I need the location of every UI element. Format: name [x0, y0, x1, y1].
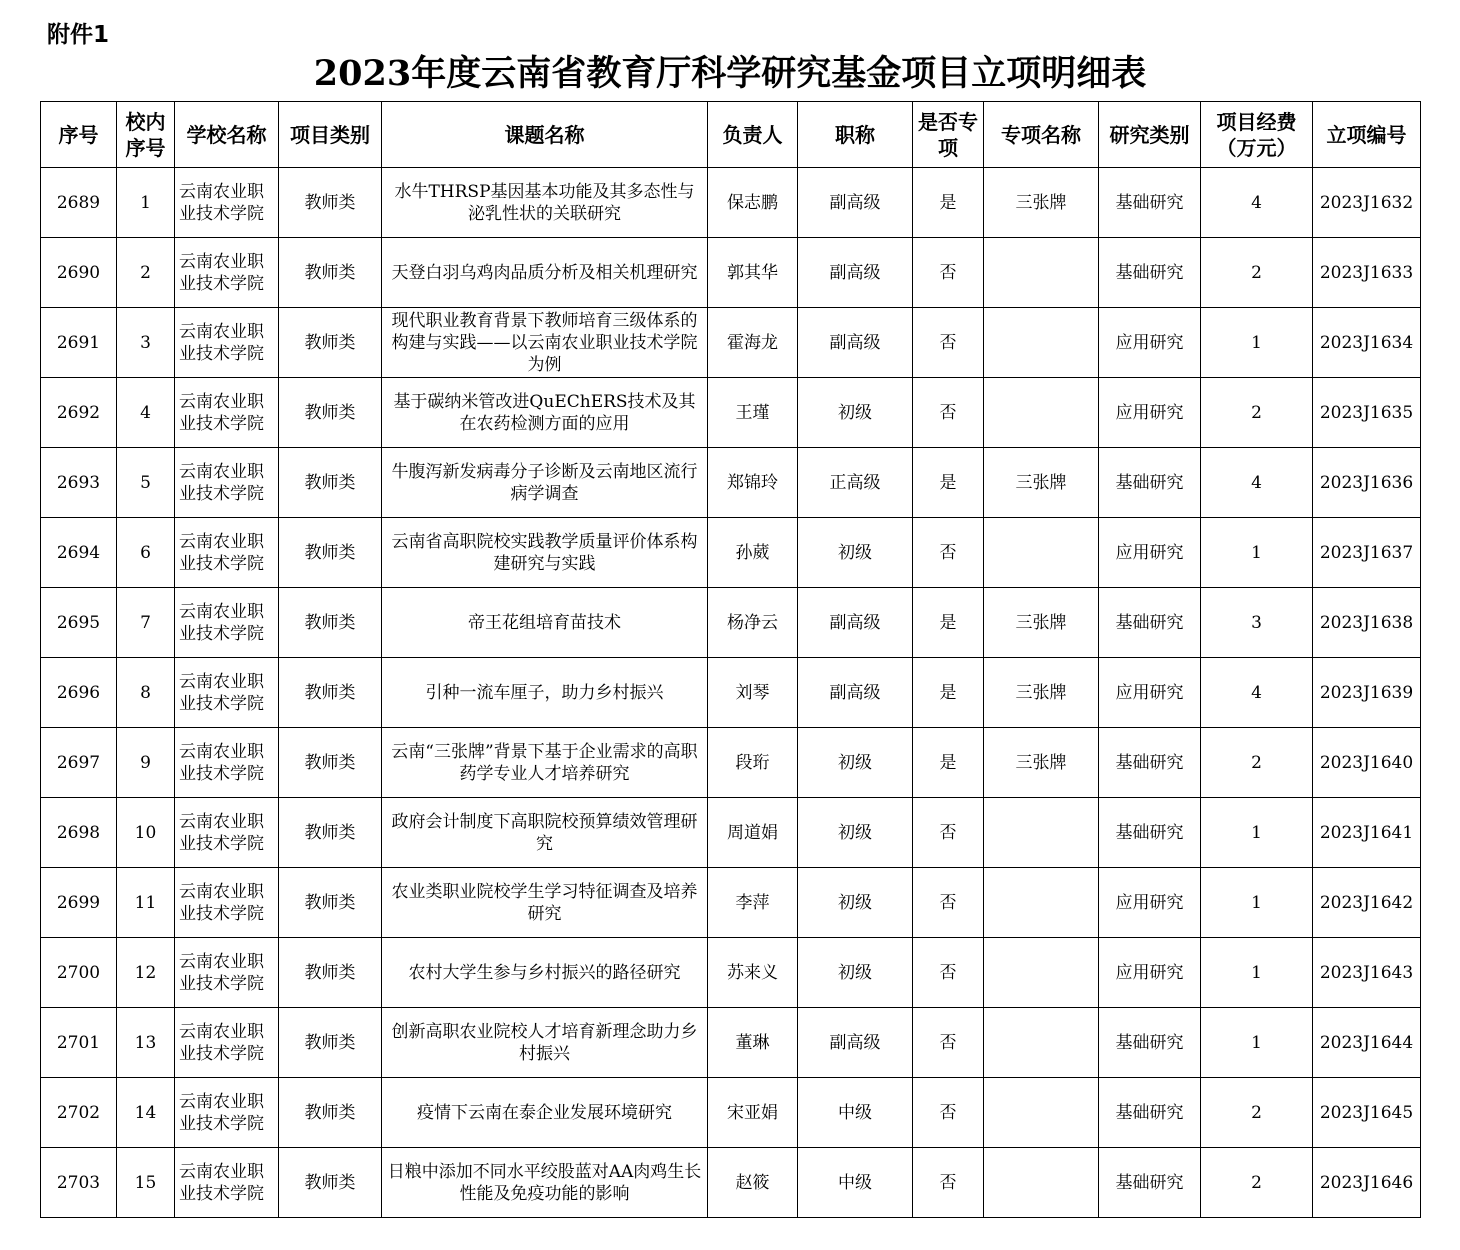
cell-funding: 2 [1201, 1148, 1313, 1218]
col-header-special: 是否专项 [913, 102, 984, 168]
cell-school-seq: 14 [117, 1078, 175, 1148]
cell-special-name: 三张牌 [984, 658, 1099, 728]
project-table [40, 101, 1421, 1218]
cell-project-no: 2023J1634 [1313, 308, 1421, 378]
cell-school: 云南农业职业技术学院 [175, 238, 279, 308]
cell-category: 教师类 [279, 378, 382, 448]
col-header-title: 职称 [798, 102, 913, 168]
cell-project-no: 2023J1635 [1313, 378, 1421, 448]
cell-research-type: 应用研究 [1099, 938, 1201, 1008]
cell-special: 否 [913, 1008, 984, 1078]
cell-school: 云南农业职业技术学院 [175, 798, 279, 868]
cell-school: 云南农业职业技术学院 [175, 1148, 279, 1218]
cell-category: 教师类 [279, 938, 382, 1008]
cell-leader: 赵筱 [708, 1148, 798, 1218]
cell-research-type: 基础研究 [1099, 238, 1201, 308]
cell-funding: 2 [1201, 238, 1313, 308]
cell-school-seq: 15 [117, 1148, 175, 1218]
cell-research-type: 基础研究 [1099, 1078, 1201, 1148]
cell-school-seq: 1 [117, 168, 175, 238]
col-header-funding: 项目经费（万元） [1201, 102, 1313, 168]
cell-school: 云南农业职业技术学院 [175, 168, 279, 238]
cell-topic: 水牛THRSP基因基本功能及其多态性与泌乳性状的关联研究 [382, 168, 708, 238]
cell-title: 副高级 [798, 588, 913, 658]
col-header-school: 学校名称 [175, 102, 279, 168]
cell-school-seq: 5 [117, 448, 175, 518]
cell-project-no: 2023J1643 [1313, 938, 1421, 1008]
cell-special-name [984, 1148, 1099, 1218]
cell-school: 云南农业职业技术学院 [175, 378, 279, 448]
cell-project-no: 2023J1640 [1313, 728, 1421, 798]
cell-school-seq: 13 [117, 1008, 175, 1078]
cell-category: 教师类 [279, 448, 382, 518]
cell-category: 教师类 [279, 868, 382, 938]
cell-special-name [984, 308, 1099, 378]
cell-research-type: 应用研究 [1099, 378, 1201, 448]
cell-funding: 1 [1201, 308, 1313, 378]
cell-topic: 引种一流车厘子，助力乡村振兴 [382, 658, 708, 728]
cell-topic: 基于碳纳米管改进QuEChERS技术及其在农药检测方面的应用 [382, 378, 708, 448]
col-header-school-seq: 校内序号 [117, 102, 175, 168]
cell-funding: 1 [1201, 1008, 1313, 1078]
cell-seq: 2689 [41, 168, 117, 238]
cell-seq: 2692 [41, 378, 117, 448]
cell-school: 云南农业职业技术学院 [175, 518, 279, 588]
cell-special-name: 三张牌 [984, 448, 1099, 518]
cell-topic: 农村大学生参与乡村振兴的路径研究 [382, 938, 708, 1008]
cell-school-seq: 4 [117, 378, 175, 448]
cell-leader: 霍海龙 [708, 308, 798, 378]
cell-project-no: 2023J1639 [1313, 658, 1421, 728]
cell-school: 云南农业职业技术学院 [175, 308, 279, 378]
cell-title: 副高级 [798, 168, 913, 238]
cell-seq: 2693 [41, 448, 117, 518]
cell-category: 教师类 [279, 238, 382, 308]
cell-special-name: 三张牌 [984, 588, 1099, 658]
cell-school: 云南农业职业技术学院 [175, 938, 279, 1008]
cell-project-no: 2023J1644 [1313, 1008, 1421, 1078]
cell-leader: 李萍 [708, 868, 798, 938]
cell-title: 初级 [798, 378, 913, 448]
cell-title: 中级 [798, 1078, 913, 1148]
col-header-topic: 课题名称 [382, 102, 708, 168]
cell-title: 副高级 [798, 658, 913, 728]
cell-seq: 2696 [41, 658, 117, 728]
cell-school-seq: 7 [117, 588, 175, 658]
cell-seq: 2700 [41, 938, 117, 1008]
cell-special: 是 [913, 658, 984, 728]
table-body [41, 168, 1421, 1218]
cell-title: 初级 [798, 728, 913, 798]
cell-special-name [984, 938, 1099, 1008]
cell-school-seq: 8 [117, 658, 175, 728]
cell-leader: 刘琴 [708, 658, 798, 728]
cell-school-seq: 11 [117, 868, 175, 938]
cell-leader: 郑锦玲 [708, 448, 798, 518]
cell-leader: 杨净云 [708, 588, 798, 658]
cell-leader: 段珩 [708, 728, 798, 798]
cell-special-name [984, 238, 1099, 308]
table-row [41, 728, 1421, 798]
cell-seq: 2701 [41, 1008, 117, 1078]
cell-topic: 政府会计制度下高职院校预算绩效管理研究 [382, 798, 708, 868]
cell-special: 是 [913, 448, 984, 518]
cell-category: 教师类 [279, 308, 382, 378]
cell-special: 是 [913, 728, 984, 798]
cell-funding: 2 [1201, 1078, 1313, 1148]
cell-category: 教师类 [279, 658, 382, 728]
cell-topic: 云南“三张牌”背景下基于企业需求的高职药学专业人才培养研究 [382, 728, 708, 798]
cell-school-seq: 9 [117, 728, 175, 798]
cell-topic: 帝王花组培育苗技术 [382, 588, 708, 658]
cell-special-name [984, 518, 1099, 588]
cell-project-no: 2023J1641 [1313, 798, 1421, 868]
table-row [41, 378, 1421, 448]
cell-research-type: 基础研究 [1099, 728, 1201, 798]
cell-special-name: 三张牌 [984, 728, 1099, 798]
table-row [41, 1148, 1421, 1218]
col-header-category: 项目类别 [279, 102, 382, 168]
cell-research-type: 基础研究 [1099, 588, 1201, 658]
cell-topic: 现代职业教育背景下教师培育三级体系的构建与实践——以云南农业职业技术学院为例 [382, 308, 708, 378]
cell-leader: 郭其华 [708, 238, 798, 308]
cell-research-type: 应用研究 [1099, 308, 1201, 378]
table-row [41, 518, 1421, 588]
cell-school-seq: 12 [117, 938, 175, 1008]
cell-school: 云南农业职业技术学院 [175, 1008, 279, 1078]
attachment-label: 附件1 [47, 22, 110, 48]
cell-topic: 云南省高职院校实践教学质量评价体系构建研究与实践 [382, 518, 708, 588]
cell-funding: 1 [1201, 798, 1313, 868]
cell-research-type: 基础研究 [1099, 448, 1201, 518]
col-header-seq: 序号 [41, 102, 117, 168]
cell-funding: 2 [1201, 378, 1313, 448]
cell-school-seq: 3 [117, 308, 175, 378]
cell-title: 中级 [798, 1148, 913, 1218]
cell-title: 初级 [798, 798, 913, 868]
cell-research-type: 基础研究 [1099, 1148, 1201, 1218]
cell-seq: 2694 [41, 518, 117, 588]
cell-category: 教师类 [279, 1008, 382, 1078]
col-header-project-no: 立项编号 [1313, 102, 1421, 168]
cell-seq: 2698 [41, 798, 117, 868]
cell-category: 教师类 [279, 798, 382, 868]
cell-topic: 牛腹泻新发病毒分子诊断及云南地区流行病学调查 [382, 448, 708, 518]
cell-research-type: 基础研究 [1099, 168, 1201, 238]
cell-special: 否 [913, 798, 984, 868]
table-row [41, 1008, 1421, 1078]
cell-special-name [984, 798, 1099, 868]
cell-seq: 2690 [41, 238, 117, 308]
cell-project-no: 2023J1636 [1313, 448, 1421, 518]
cell-project-no: 2023J1646 [1313, 1148, 1421, 1218]
cell-school: 云南农业职业技术学院 [175, 448, 279, 518]
cell-special: 否 [913, 868, 984, 938]
table-row [41, 1078, 1421, 1148]
cell-school-seq: 10 [117, 798, 175, 868]
cell-title: 初级 [798, 868, 913, 938]
cell-title: 副高级 [798, 308, 913, 378]
table-row [41, 588, 1421, 658]
cell-special-name [984, 1008, 1099, 1078]
cell-school: 云南农业职业技术学院 [175, 1078, 279, 1148]
cell-leader: 孙葳 [708, 518, 798, 588]
cell-project-no: 2023J1645 [1313, 1078, 1421, 1148]
cell-school: 云南农业职业技术学院 [175, 658, 279, 728]
cell-research-type: 应用研究 [1099, 868, 1201, 938]
cell-leader: 宋亚娟 [708, 1078, 798, 1148]
cell-special: 否 [913, 1148, 984, 1218]
table-row [41, 308, 1421, 378]
cell-title: 副高级 [798, 238, 913, 308]
cell-special-name [984, 378, 1099, 448]
cell-title: 初级 [798, 518, 913, 588]
cell-project-no: 2023J1633 [1313, 238, 1421, 308]
cell-research-type: 应用研究 [1099, 518, 1201, 588]
cell-special-name: 三张牌 [984, 168, 1099, 238]
table-row [41, 938, 1421, 1008]
cell-leader: 保志鹏 [708, 168, 798, 238]
cell-category: 教师类 [279, 168, 382, 238]
cell-seq: 2702 [41, 1078, 117, 1148]
cell-funding: 4 [1201, 448, 1313, 518]
cell-category: 教师类 [279, 588, 382, 658]
cell-research-type: 应用研究 [1099, 658, 1201, 728]
cell-funding: 1 [1201, 868, 1313, 938]
cell-title: 正高级 [798, 448, 913, 518]
table-row [41, 868, 1421, 938]
cell-seq: 2697 [41, 728, 117, 798]
cell-topic: 天登白羽乌鸡肉品质分析及相关机理研究 [382, 238, 708, 308]
table-row [41, 448, 1421, 518]
cell-category: 教师类 [279, 728, 382, 798]
cell-funding: 3 [1201, 588, 1313, 658]
cell-seq: 2695 [41, 588, 117, 658]
cell-special: 否 [913, 938, 984, 1008]
cell-school-seq: 2 [117, 238, 175, 308]
cell-topic: 日粮中添加不同水平绞股蓝对AA肉鸡生长性能及免疫功能的影响 [382, 1148, 708, 1218]
cell-special: 是 [913, 168, 984, 238]
cell-seq: 2703 [41, 1148, 117, 1218]
cell-special: 是 [913, 588, 984, 658]
col-header-special-name: 专项名称 [984, 102, 1099, 168]
table-row [41, 798, 1421, 868]
cell-leader: 周道娟 [708, 798, 798, 868]
cell-special: 否 [913, 308, 984, 378]
cell-seq: 2699 [41, 868, 117, 938]
table-header [41, 102, 1421, 168]
cell-category: 教师类 [279, 518, 382, 588]
cell-project-no: 2023J1637 [1313, 518, 1421, 588]
cell-topic: 农业类职业院校学生学习特征调查及培养研究 [382, 868, 708, 938]
cell-topic: 疫情下云南在泰企业发展环境研究 [382, 1078, 708, 1148]
cell-school-seq: 6 [117, 518, 175, 588]
cell-school: 云南农业职业技术学院 [175, 728, 279, 798]
cell-leader: 董琳 [708, 1008, 798, 1078]
cell-funding: 1 [1201, 518, 1313, 588]
cell-funding: 4 [1201, 658, 1313, 728]
document-title: 2023年度云南省教育厅科学研究基金项目立项明细表 [313, 53, 1147, 94]
cell-title: 初级 [798, 938, 913, 1008]
table-row [41, 238, 1421, 308]
cell-special: 否 [913, 1078, 984, 1148]
table-row [41, 658, 1421, 728]
cell-special: 否 [913, 518, 984, 588]
cell-special: 否 [913, 378, 984, 448]
header-row [41, 102, 1421, 168]
col-header-leader: 负责人 [708, 102, 798, 168]
cell-special-name [984, 868, 1099, 938]
cell-research-type: 基础研究 [1099, 1008, 1201, 1078]
cell-project-no: 2023J1642 [1313, 868, 1421, 938]
cell-funding: 4 [1201, 168, 1313, 238]
cell-category: 教师类 [279, 1148, 382, 1218]
cell-school: 云南农业职业技术学院 [175, 588, 279, 658]
col-header-research-type: 研究类别 [1099, 102, 1201, 168]
table-row [41, 168, 1421, 238]
cell-school: 云南农业职业技术学院 [175, 868, 279, 938]
cell-special: 否 [913, 238, 984, 308]
cell-project-no: 2023J1638 [1313, 588, 1421, 658]
cell-title: 副高级 [798, 1008, 913, 1078]
cell-funding: 2 [1201, 728, 1313, 798]
cell-leader: 王瑾 [708, 378, 798, 448]
cell-funding: 1 [1201, 938, 1313, 1008]
cell-topic: 创新高职农业院校人才培育新理念助力乡村振兴 [382, 1008, 708, 1078]
cell-project-no: 2023J1632 [1313, 168, 1421, 238]
cell-category: 教师类 [279, 1078, 382, 1148]
cell-seq: 2691 [41, 308, 117, 378]
cell-special-name [984, 1078, 1099, 1148]
cell-research-type: 基础研究 [1099, 798, 1201, 868]
cell-leader: 苏来义 [708, 938, 798, 1008]
